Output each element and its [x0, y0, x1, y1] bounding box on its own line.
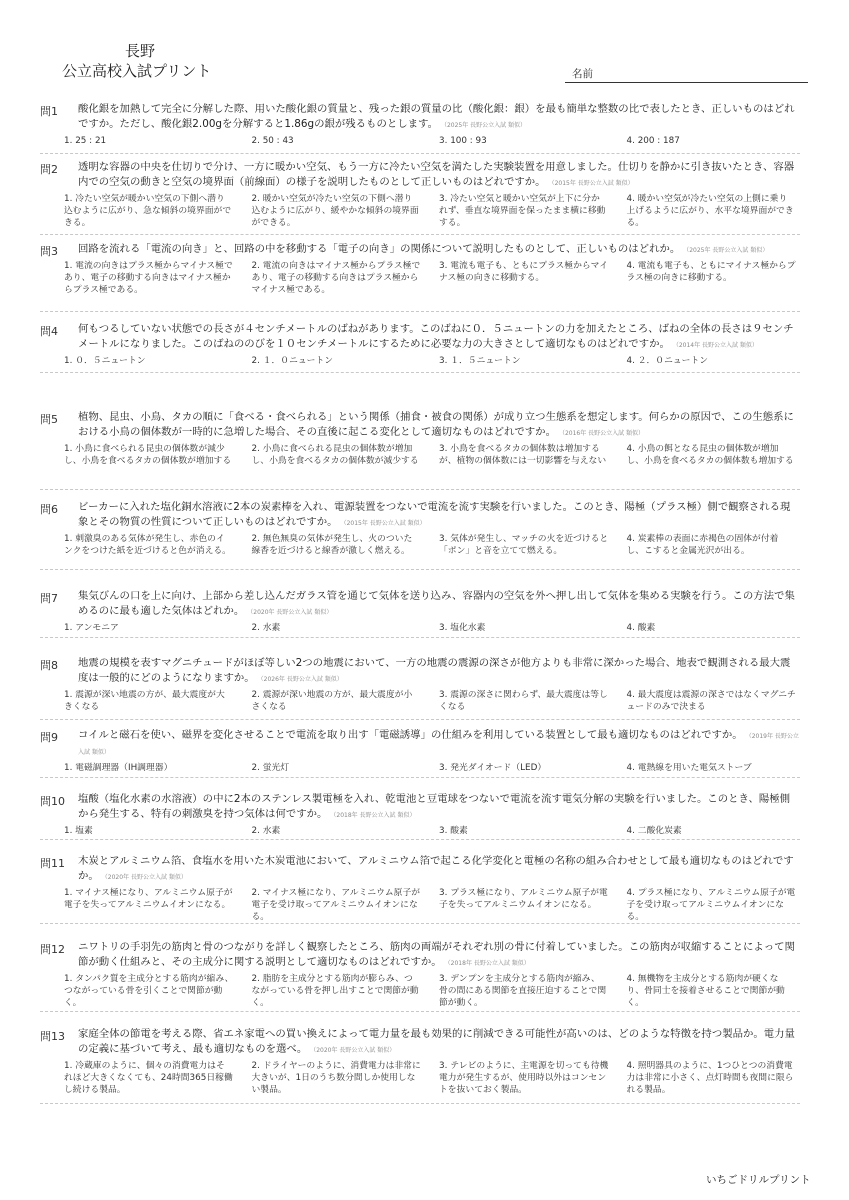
answer-choice: 1. 震源が深い地震の方が、最大震度が大きくなる: [64, 690, 225, 712]
answer-choice: 1. 電流の向きはプラス極からマイナス極であり、電子の移動する向きはマイナス極からプラス極である。: [64, 261, 233, 295]
answer-choice: 4. 最大震度は震源の深さではなくマグニチュードのみで決まる: [626, 690, 796, 712]
answer-choice: 2. 水素: [251, 826, 281, 836]
answer-choice: 3. 小鳥を食べるタカの個体数は増加するが、植物の個体数には一切影響を与えない: [439, 444, 607, 466]
question-source-note: （2020年 長野公立入試 類似）: [250, 609, 333, 616]
question-block: [40, 792, 800, 840]
answer-choice: 4. 200 : 187: [626, 136, 680, 146]
question-text: [78, 728, 800, 760]
question-source-note: （2025年 長野公立入試 類似）: [686, 247, 769, 254]
answer-choice: 4. ２．０ニュートン: [626, 356, 709, 366]
question-block: [40, 656, 800, 720]
answer-choice: 3. 酸素: [439, 826, 468, 836]
answer-choice: 3. １．５ニュートン: [439, 356, 521, 366]
question-body: 地震の規模を表すマグニチュードがほぼ等しい2つの地震において、一方の地震の震源の深さが他方よりも非常に深かった場合、地表で観測される最大震度は一般的にどのようになりますか。: [78, 657, 791, 684]
question-source-note: （2016年 長野公立入試 類似）: [561, 430, 645, 437]
choice-list: [64, 193, 800, 229]
answer-choice: 4. 電熱線を用いた電気ストーブ: [626, 763, 752, 773]
question-block: [40, 500, 800, 570]
question-block: [40, 854, 800, 924]
answer-choice: 2. 水素: [251, 623, 281, 633]
question-text: [78, 242, 800, 258]
question-body: 酸化銀を加熱して完全に分解した際、用いた酸化銀の質量と、残った銀の質量の比（酸化銀：銀）を最も簡単な整数の比で表したとき、正しいものはどれですか。ただし、酸化銀2.00gを分解すると1.86gの銀が残るものとします。: [78, 103, 795, 130]
answer-choice: 3. 100 : 93: [439, 136, 487, 146]
answer-choice: 4. 炭素棒の表面に赤褐色の固体が付着し、こすると金属光沢が出る。: [626, 534, 779, 556]
answer-choice: 3. 発光ダイオード（LED）: [439, 763, 547, 773]
name-field-label: 名前: [572, 68, 593, 80]
answer-choice: 2. 電流の向きはマイナス極からプラス極であり、電子の移動する向きはプラス極からマイナス極である。: [251, 261, 421, 295]
footer-brand: いちごドリルプリント: [706, 1174, 811, 1186]
answer-choice: 4. 小鳥の餌となる昆虫の個体数が増加し、小鳥を食べるタカの個体数も増加する: [626, 444, 794, 466]
answer-choice: 3. 気体が発生し、マッチの火を近づけると「ポン」と音を立てて燃える。: [439, 534, 609, 556]
question-block: [40, 102, 800, 154]
question-source-note: （2020年 長野公立入試 類似）: [313, 1047, 396, 1054]
question-source-note: （2015年 長野公立入試 類似）: [343, 520, 426, 527]
question-text: [78, 589, 800, 620]
question-text: [78, 854, 800, 885]
question-source-note: （2015年 長野公立入試 類似）: [551, 180, 634, 187]
question-source-note: （2018年 長野公立入試 類似）: [333, 812, 416, 819]
question-source-note: （2018年 長野公立入試 類似）: [447, 960, 530, 967]
question-number: 問11: [40, 857, 65, 870]
question-number: 問1: [40, 105, 58, 118]
question-block: [40, 728, 800, 778]
answer-choice: 1. アンモニア: [64, 623, 119, 633]
answer-choice: 3. 塩化水素: [439, 623, 486, 633]
question-block: [40, 410, 800, 490]
choice-list: [64, 443, 800, 467]
answer-choice: 1. マイナス極になり、アルミニウム原子が電子を失ってアルミニウムイオンになる。: [64, 888, 233, 910]
choice-list: [64, 887, 800, 923]
choice-list: [64, 1060, 800, 1096]
question-text: [78, 792, 800, 823]
question-text: [78, 656, 800, 687]
question-number: 問12: [40, 943, 65, 956]
question-body: コイルと磁石を使い、磁界を変化させることで電流を取り出す「電磁誘導」の仕組みを利用している装置として最も適切なものはどれですか。: [78, 729, 743, 741]
question-body: 家庭全体の節電を考える際、省エネ家電への買い換えによって電力量を最も効果的に削減できる可能性が高いのは、どのような特徴を持つ製品か。電力量の定義に基づいて考え、最も適切なものを選べ。: [78, 1028, 795, 1055]
question-text: [78, 160, 800, 191]
name-field-line: [565, 82, 808, 83]
question-number: 問7: [40, 592, 58, 605]
answer-choice: 2. 脂肪を主成分とする筋肉が膨らみ、つながっている骨を押し出すことで関節が動く。: [251, 974, 419, 1008]
question-number: 問8: [40, 659, 58, 672]
answer-choice: 4. 二酸化炭素: [626, 826, 682, 836]
question-number: 問3: [40, 245, 58, 258]
question-body: 何もつるしていない状態での長さが４センチメートルのばねがあります。このばねに０．５ニュートンの力を加えたところ、ばねの全体の長さは９センチメートルになりました。このばねののびを１０センチメートルにするために必要な力の大きさとして適切なものはどれですか。: [78, 323, 794, 350]
question-block: [40, 160, 800, 235]
question-body: ビーカーに入れた塩化銅水溶液に2本の炭素棒を入れ、電源装置をつないで電流を流す実験を行いました。このとき、陽極（プラス極）側で観察される現象とその物質の性質について正しいものはどれですか。: [78, 501, 791, 528]
answer-choice: 2. 暖かい空気が冷たい空気の下側へ潜り込むように広がり、緩やかな傾斜の境界面ができる。: [251, 194, 419, 228]
choice-list: [64, 135, 800, 147]
answer-choice: 2. 小鳥に食べられる昆虫の個体数が増加し、小鳥を食べるタカの個体数が減少する: [251, 444, 419, 466]
answer-choice: 2. 蛍光灯: [251, 763, 290, 773]
answer-choice: 1. 25 : 21: [64, 136, 107, 146]
answer-choice: 2. 50 : 43: [251, 136, 294, 146]
answer-choice: 1. 塩素: [64, 826, 93, 836]
question-body: 透明な容器の中央を仕切りで分け、一方に暖かい空気、もう一方に冷たい空気を満たした実験装置を用意しました。仕切りを静かに引き抜いたとき、容器内での空気の動きと空気の境界面（前線面）の様子を説明したものとして正しいものはどれですか。: [78, 161, 795, 188]
choice-list: [64, 689, 800, 713]
answer-choice: 4. プラス極になり、アルミニウム原子が電子を受け取ってアルミニウムイオンになる。: [626, 888, 796, 922]
answer-choice: 4. 酸素: [626, 623, 656, 633]
answer-choice: 2. 震源が深い地震の方が、最大震度が小さくなる: [251, 690, 413, 712]
answer-choice: 2. ドライヤーのように、消費電力は非常に大きいが、1日のうち数分間しか使用しない製品。: [251, 1061, 421, 1095]
question-text: [78, 322, 800, 353]
question-text: [78, 1027, 800, 1058]
answer-choice: 1. タンパク質を主成分とする筋肉が縮み、つながっている骨を引くことで関節が動く。: [64, 974, 234, 1008]
question-block: [40, 1027, 800, 1104]
choice-list: [64, 762, 800, 774]
prefecture-label: 長野: [125, 42, 156, 60]
question-text: [78, 500, 800, 531]
question-body: ニワトリの手羽先の筋肉と骨のつながりを詳しく観察したところ、筋肉の両端がそれぞれ別の骨に付着していました。この筋肉が収縮することによって関節が動く仕組みと、その主成分に関する説明として適切なものはどれですか。: [78, 941, 795, 968]
choice-list: [64, 260, 800, 296]
question-number: 問10: [40, 795, 65, 808]
question-block: [40, 242, 800, 312]
question-body: 木炭とアルミニウム箔、食塩水を用いた木炭電池において、アルミニウム箔で起こる化学変化と電極の名称の組み合わせとして最も適切なものはどれですか。: [78, 855, 794, 882]
answer-choice: 3. 冷たい空気と暖かい空気が上下に分かれず、垂直な境界面を保ったまま横に移動する。: [439, 194, 606, 228]
answer-choice: 1. 小鳥に食べられる昆虫の個体数が減少し、小鳥を食べるタカの個体数が増加する: [64, 444, 232, 466]
choice-list: [64, 973, 800, 1009]
question-number: 問4: [40, 325, 58, 338]
question-source-note: （2026年 長野公立入試 類似）: [260, 676, 343, 683]
question-source-note: （2014年 長野公立入試 類似）: [675, 342, 758, 349]
choice-list: [64, 622, 800, 634]
answer-choice: 4. 無機物を主成分とする筋肉が硬くなり、骨同士を接着させることで関節が動く。: [626, 974, 785, 1008]
answer-choice: 3. 電流も電子も、ともにプラス極からマイナス極の向きに移動する。: [439, 261, 609, 283]
question-number: 問13: [40, 1030, 65, 1043]
answer-choice: 3. テレビのように、主電源を切っても待機電力が発生するが、使用時以外はコンセントを抜いておく製品。: [439, 1061, 609, 1095]
answer-choice: 2. 無色無臭の気体が発生し、火のついた線香を近づけると線香が激しく燃える。: [251, 534, 413, 556]
question-block: [40, 322, 800, 373]
question-block: [40, 940, 800, 1012]
answer-choice: 1. 冷たい空気が暖かい空気の下側へ潜り込むように広がり、急な傾斜の境界面ができる。: [64, 194, 232, 228]
question-source-note: （2019年 長野公立入試 類似）: [78, 733, 799, 756]
answer-choice: 1. 冷蔵庫のように、個々の消費電力はそれほど大きくなくても、24時間365日稼働し続ける製品。: [64, 1061, 233, 1095]
question-text: [78, 410, 800, 441]
answer-choice: 3. プラス極になり、アルミニウム原子が電子を失ってアルミニウムイオンになる。: [439, 888, 608, 910]
answer-choice: 3. 震源の深さに関わらず、最大震度は等しくなる: [439, 690, 608, 712]
question-text: [78, 102, 800, 133]
print-title: 公立高校入試プリント: [62, 62, 212, 80]
question-number: 問5: [40, 413, 58, 426]
answer-choice: 1. 刺激臭のある気体が発生し、赤色のインクをつけた紙を近づけると色が消える。: [64, 534, 231, 556]
answer-choice: 4. 照明器具のように、1つひとつの消費電力は非常に小さく、点灯時間も夜間に限られる製品。: [626, 1061, 794, 1095]
choice-list: [64, 533, 800, 557]
question-number: 問6: [40, 503, 58, 516]
answer-choice: 1. ０．５ニュートン: [64, 356, 146, 366]
question-source-note: （2025年 長野公立入試 類似）: [443, 122, 527, 129]
question-number: 問2: [40, 163, 58, 176]
answer-choice: 3. デンプンを主成分とする筋肉が縮み、骨の間にある関節を直接圧迫することで関節が動く。: [439, 974, 607, 1008]
question-block: [40, 589, 800, 638]
answer-choice: 2. １．０ニュートン: [251, 356, 334, 366]
question-body: 塩酸（塩化水素の水溶液）の中に2本のステンレス製電極を入れ、乾電池と豆電球をつないで電流を流す電気分解の実験を行いました。このとき、陽極側から発生する、特有の刺激臭を持つ気体は何ですか。: [78, 793, 791, 820]
choice-list: [64, 825, 800, 837]
answer-choice: 1. 電磁調理器（IH調理器）: [64, 763, 173, 773]
question-source-note: （2020年 長野公立入試 類似）: [104, 874, 187, 881]
answer-choice: 2. マイナス極になり、アルミニウム原子が電子を受け取ってアルミニウムイオンになる。: [251, 888, 421, 922]
answer-choice: 4. 電流も電子も、ともにマイナス極からプラス極の向きに移動する。: [626, 261, 796, 283]
answer-choice: 4. 暖かい空気が冷たい空気の上側に乗り上げるように広がり、水平な境界面ができる。: [626, 194, 794, 228]
question-text: [78, 940, 800, 971]
question-number: 問9: [40, 731, 58, 744]
choice-list: [64, 355, 800, 367]
question-body: 集気びんの口を上に向け、上部から差し込んだガラス管を通じて気体を送り込み、容器内の空気を外へ押し出して気体を集める実験を行う。この方法で集めるのに最も適した気体はどれか。: [78, 590, 795, 617]
question-body: 回路を流れる「電流の向き」と、回路の中を移動する「電子の向き」の関係について説明したものとして、正しいものはどれか。: [78, 243, 681, 255]
question-body: 植物、昆虫、小鳥、タカの順に「食べる・食べられる」という関係（捕食・被食の関係）が成り立つ生態系を想定します。何らかの原因で、この生態系における小鳥の個体数が一時的に急増した場合、その直後に起こる変化として適切なものはどれですか。: [78, 411, 794, 438]
